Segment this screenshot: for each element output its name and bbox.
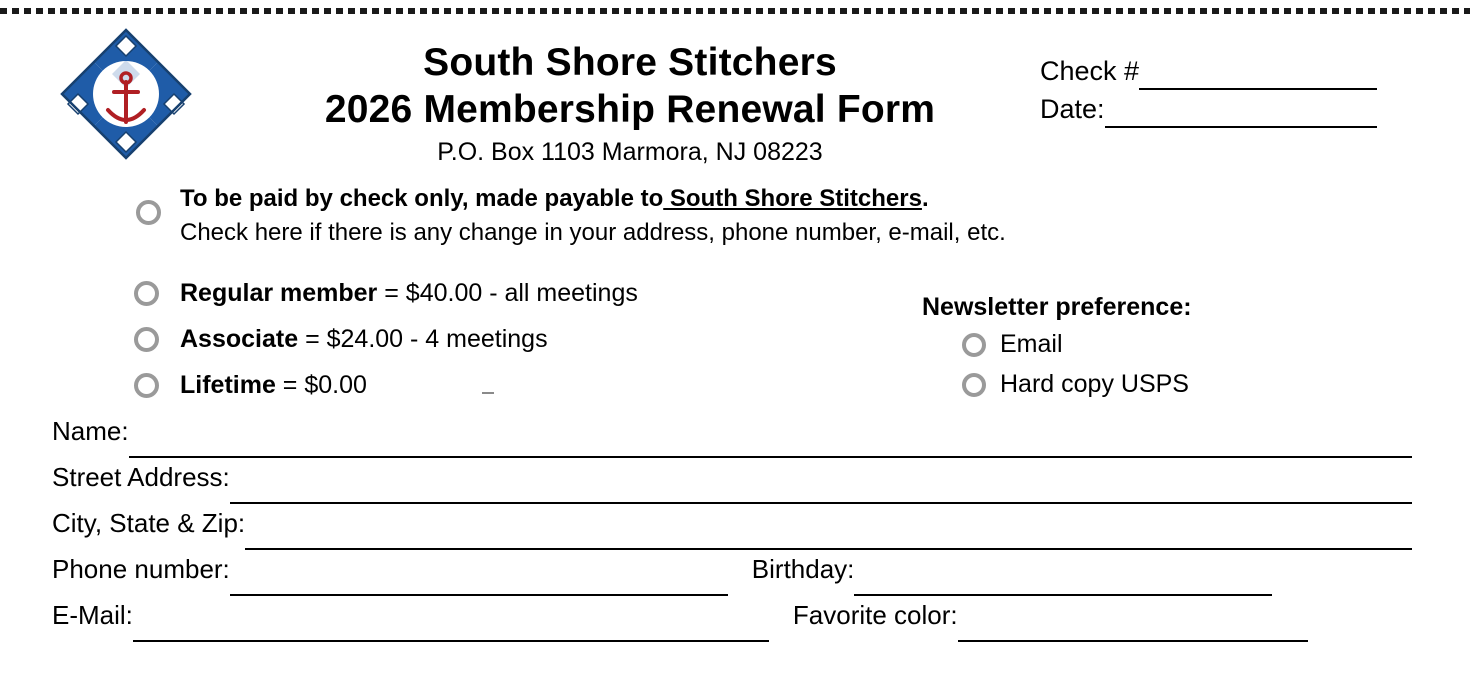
field-row-email-color[interactable] [52, 600, 1412, 646]
associate-member-detail: = $24.00 - 4 meetings [298, 324, 548, 353]
stray-pen-mark [482, 392, 494, 394]
phone-input-line[interactable] [230, 572, 728, 596]
date-label: Date: [1040, 94, 1105, 124]
favorite-color-label: Favorite color: [792, 600, 958, 630]
radio-circle-icon [134, 327, 159, 352]
membership-option-lifetime[interactable] [134, 362, 638, 408]
email-label: E-Mail: [52, 600, 133, 630]
contact-fields [52, 416, 1412, 646]
regular-member-name: Regular member [180, 278, 378, 307]
newsletter-email-label: Email [1000, 329, 1063, 358]
address-change-instruction: Check here if there is any change in your address, phone number, e-mail, etc. [180, 219, 1006, 246]
field-row-phone-birthday[interactable] [52, 554, 1412, 600]
south-shore-stitchers-logo [58, 26, 194, 162]
associate-member-name: Associate [180, 324, 299, 353]
newsletter-option-hardcopy[interactable] [962, 364, 1192, 404]
organization-name: South Shore Stitchers [423, 41, 837, 84]
newsletter-hardcopy-label: Hard copy USPS [1000, 369, 1189, 398]
lifetime-member-label [180, 371, 367, 400]
payee-name: South Shore Stitchers [663, 185, 922, 212]
field-row-city-state-zip[interactable] [52, 508, 1412, 554]
street-address-input-line[interactable] [230, 480, 1412, 504]
newsletter-option-email[interactable] [962, 324, 1192, 364]
check-and-date-block [1040, 52, 1377, 128]
membership-option-associate[interactable] [134, 316, 638, 362]
email-input-line[interactable] [133, 618, 769, 642]
membership-options-group [134, 270, 638, 408]
payment-instruction-suffix: . [921, 185, 929, 212]
birthday-label: Birthday: [751, 554, 855, 584]
radio-circle-icon [136, 200, 161, 225]
form-title: 2026 Membership Renewal Form [324, 88, 936, 131]
field-row-street-address[interactable] [52, 462, 1412, 508]
phone-label: Phone number: [52, 554, 230, 584]
regular-member-label [180, 279, 638, 308]
newsletter-hardcopy-radio[interactable] [962, 370, 1000, 399]
field-row-name[interactable] [52, 416, 1412, 462]
name-input-line[interactable] [129, 434, 1412, 458]
check-number-label: Check # [1040, 56, 1140, 86]
mailing-address: P.O. Box 1103 Marmora, NJ 08223 [437, 138, 823, 166]
city-state-zip-input-line[interactable] [245, 526, 1412, 550]
regular-member-detail: = $40.00 - all meetings [377, 278, 638, 307]
check-number-blank[interactable] [1139, 62, 1377, 90]
date-field[interactable] [1040, 90, 1377, 128]
payment-instruction [180, 182, 1316, 216]
favorite-color-input-line[interactable] [958, 618, 1308, 642]
payment-instruction-prefix: To be paid by check only, made payable to [180, 185, 664, 212]
name-label: Name: [52, 416, 129, 446]
associate-member-radio[interactable] [134, 325, 180, 354]
date-blank[interactable] [1105, 100, 1377, 128]
radio-circle-icon [134, 281, 159, 306]
radio-circle-icon [962, 373, 986, 397]
lifetime-member-detail: = $0.00 [275, 370, 367, 399]
newsletter-email-radio[interactable] [962, 330, 1000, 359]
newsletter-preference-title: Newsletter preference: [922, 293, 1192, 321]
radio-circle-icon [134, 373, 159, 398]
lifetime-member-radio[interactable] [134, 371, 180, 400]
page-title-block [210, 40, 1050, 168]
check-number-field[interactable] [1040, 52, 1377, 90]
lifetime-member-name: Lifetime [180, 370, 276, 399]
address-change-radio[interactable] [136, 200, 161, 225]
city-state-zip-label: City, State & Zip: [52, 508, 246, 538]
newsletter-preference-group [920, 290, 1192, 404]
cut-line-divider [0, 8, 1470, 14]
membership-option-regular[interactable] [134, 270, 638, 316]
radio-circle-icon [962, 333, 986, 357]
birthday-input-line[interactable] [854, 572, 1272, 596]
street-address-label: Street Address: [52, 462, 230, 492]
associate-member-label [180, 325, 548, 354]
regular-member-radio[interactable] [134, 279, 180, 308]
payment-and-change-notice [136, 182, 1316, 250]
